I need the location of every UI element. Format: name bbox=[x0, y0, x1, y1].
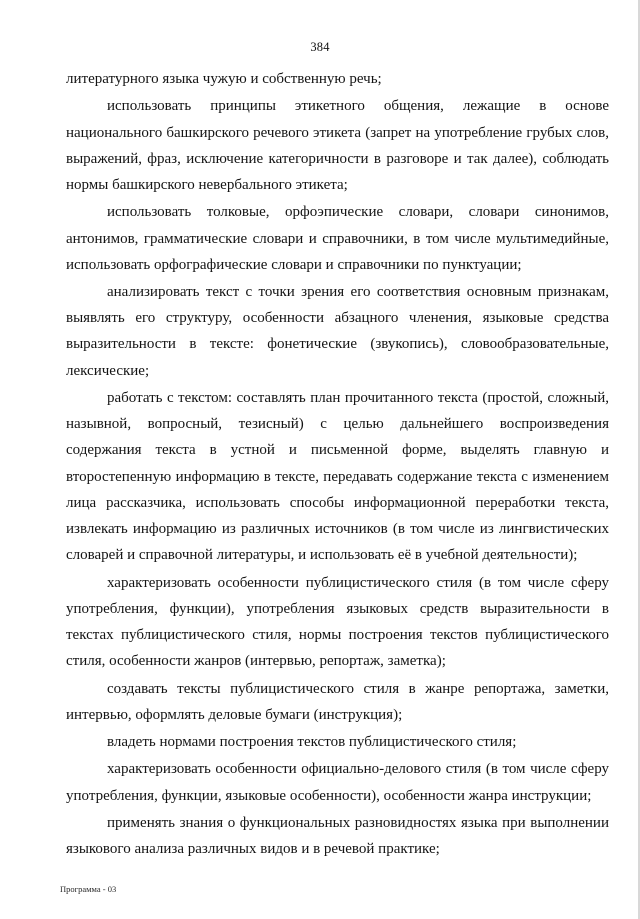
paragraph-apply-knowledge: применять знания о функциональных разновидностях языка при выполнении языкового анализа различных видов и в речевой практике; bbox=[66, 814, 609, 858]
paragraph-continuation: литературного языка чужую и собственную речь; bbox=[66, 71, 382, 87]
paragraph-create-texts: создавать тексты публицистического стиля в жанре репортажа, заметки, интервью, оформлять деловые бумаги (инструкция); bbox=[66, 680, 609, 723]
paragraph-text-work: работать с текстом: составлять план прочитанного текста (простой, сложный, назывной, вопросный, тезисный) с целью дальнейшего воспроизведения содержания текста в устной и письменной форме, выделять главную и второстепенную информацию в тексте, передавать содержание текста с изменением лица рассказчика, использовать способы информационной переработки текста, извлекать информацию из различных источников (в том числе из лингвистических словарей и справочной литературы, и использовать её в учебной деятельности); bbox=[66, 390, 609, 564]
footer-label: Программа - 03 bbox=[60, 884, 117, 894]
paragraph-dictionaries: использовать толковые, орфоэпические словари, словари синонимов, антонимов, грамматические словари и справочники, в том числе мультимедийные, использовать орфографические словари и справочники по пунктуации; bbox=[66, 204, 609, 273]
paragraph-norms: владеть нормами построения текстов публицистического стиля; bbox=[107, 734, 517, 751]
body-text bbox=[66, 66, 609, 862]
paragraph-publicistic-style: характеризовать особенности публицистического стиля (в том числе сферу употребления, функции), употребления языковых средств выразительности в текстах публицистического стиля, нормы построения текстов публицистического стиля, особенности жанров (интервью, репортаж, заметка); bbox=[66, 574, 609, 670]
page-number: 384 bbox=[310, 40, 330, 54]
paragraph-etiquette: использовать принципы этикетного общения, лежащие в основе национального башкирского речевого этикета (запрет на употребление грубых слов, выражений, фраз, исключение категоричности в разговоре и так далее), соблюдать нормы башкирского невербального этикета; bbox=[66, 98, 609, 193]
paragraph-text-analysis: анализировать текст с точки зрения его соответствия основным признакам, выявлять его структуру, особенности абзацного членения, языковые средства выразительности в тексте: фонетические (звукопись), словообразовательные, лексические; bbox=[66, 284, 609, 379]
paragraph-official-style: характеризовать особенности официально-делового стиля (в том числе сферу употребления, функции, языковые особенности), особенности жанра инструкции; bbox=[66, 761, 609, 804]
